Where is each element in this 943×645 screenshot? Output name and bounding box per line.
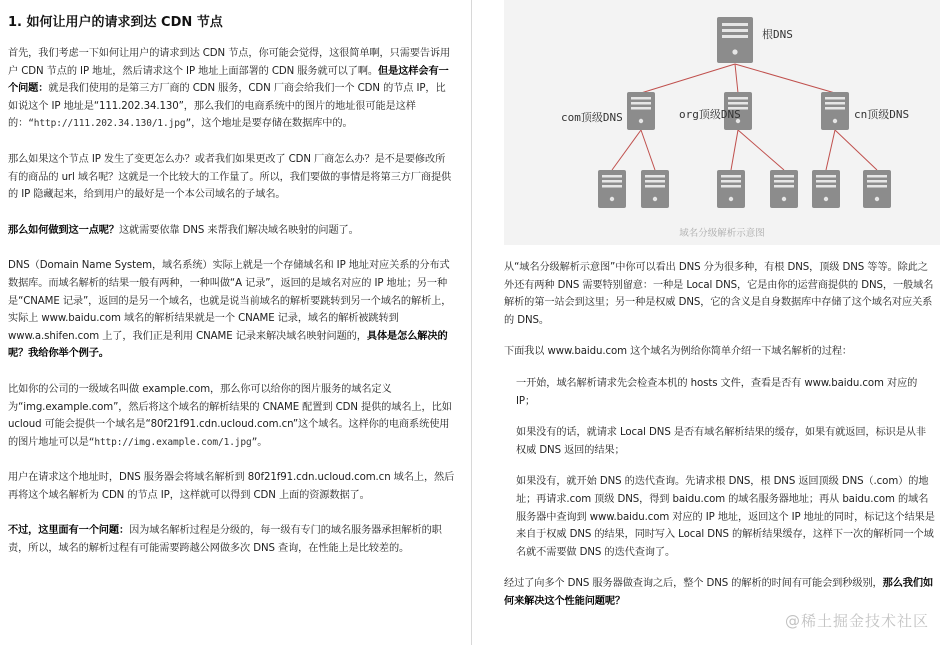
leaf-server-icon (770, 170, 798, 208)
leaf-server-icon (863, 170, 891, 208)
cn-dns-server-icon (821, 92, 849, 130)
paragraph-4: DNS（Domain Name System，域名系统）实际上就是一个存储域名和 IP 地址对应关系的分布式数据库。而域名解析的结果一般有两种，一种叫做“A 记录”，返回的是域名对应的 IP 地址；另一种是“CNAME 记录”，返回的是另一个域名，也就是说当前域名的解析要跳转到另一个域名的解析上，实际上 www.baidu.com 域名的解析结果就是一个 CNAME 记录，域名的解析被跳转到 www.a.shifen.com 上了，我们正是利用 CNAME 记录来解决域名映射问题的，具体是怎么解决的呢？我给你举个例子。 (8, 260, 452, 360)
right-paragraph-1: 从“域名分级解析示意图”中你可以看出 DNS 分为很多种，有根 DNS，顶级 DNS 等等。除此之外还有两种 DNS 需要特别留意：一种是 Local DNS，它是由你的运营商提供的 DNS，一般域名解析的第一站会到这里；另一种是权威 DNS，它的含义是自身数据库中存储了这个域名对应关系的 DNS。 (504, 262, 934, 326)
section-heading: 1. 如何让用户的请求到达 CDN 节点 (8, 15, 223, 30)
root-dns-server-icon (717, 17, 753, 63)
step-1: 一开始，域名解析请求先会检查本机的 hosts 文件，查看是否有 www.baidu.com 对应的 IP； (516, 377, 918, 407)
leaf-server-icon (717, 170, 745, 208)
cn-dns-label: cn顶级DNS (854, 108, 910, 121)
paragraph-3: 那么如何做到这一点呢？这就需要依靠 DNS 来帮我们解决域名映射的问题了。 (8, 224, 359, 236)
paragraph-5: 比如你的公司的一级域名叫做 example.com，那么你可以给你的图片服务的域名定义为“img.example.com”，然后将这个域名的解析结果的 CNAME 配置到 CDN 提供的域名上，比如 ucloud 可能会提供一个域名是“80f21f91.cdn.ucloud.com.cn”这个域名。这样你的电商系统使用的图片地址可以是“http://img.example.com/1.jpg”。 (8, 383, 452, 448)
leaf-server-icon (598, 170, 626, 208)
watermark: @稀土掘金技术社区 (784, 612, 929, 630)
step-3: 如果没有，就开始 DNS 的迭代查询。先请求根 DNS，根 DNS 返回顶级 DNS（.com）的地址；再请求.com 顶级 DNS，得到 baidu.com 的域名服务器地址；再从 baidu.com 的域名服务器中查询到 www.baidu.com 对应的 IP 地址，返回这个 IP 地址的同时，标记这个结果是来自于权威 DNS 的结果，同时写入 Local DNS 的解析结果缓存，这样下一次的解析同一个域名就不需要做 DNS 的迭代查询了。 (516, 476, 935, 558)
org-dns-label: org顶级DNS (679, 108, 741, 121)
com-dns-label: com顶级DNS (561, 111, 623, 124)
column-divider (471, 0, 472, 645)
paragraph-1: 首先，我们考虑一下如何让用户的请求到达 CDN 节点，你可能会觉得，这很简单啊，只需要告诉用户 CDN 节点的 IP 地址，然后请求这个 IP 地址上面部署的 CDN 服务就可以了啊。但是这样会有一个问题：就是我们使用的是第三方厂商的 CDN 服务，CDN 厂商会给我们一个 CDN 的节点 IP，比如说这个 IP 地址是“111.202.34.130”，那么我们的电商系统中的图片的地址很可能是这样的：“http://111.202.34.130/1.jpg”，这个地址是要存储在数据库中的。 (8, 48, 451, 130)
paragraph-6: 用户在请求这个地址时，DNS 服务器会将域名解析到 80f21f91.cdn.ucloud.com.cn 域名上，然后再将这个域名解析为 CDN 的节点 IP，这样就可以得到 CDN 上面的资源数据了。 (8, 472, 455, 501)
left-column (0, 0, 463, 645)
right-paragraph-2: 下面我以 www.baidu.com 这个域名为例给你简单介绍一下域名解析的过程： (504, 346, 853, 358)
leaf-server-icon (641, 170, 669, 208)
leaf-server-icon (812, 170, 840, 208)
paragraph-7: 不过，这里面有一个问题：因为域名解析过程是分级的，每一级有专门的域名服务器承担解析的职责，所以，域名的解析过程有可能需要跨越公网做多次 DNS 查询，在性能上是比较差的。 (8, 525, 442, 555)
right-paragraph-3: 经过了向多个 DNS 服务器做查询之后，整个 DNS 的解析的时间有可能会到秒级别，那么我们如何来解决这个性能问题呢？ (504, 578, 934, 607)
right-column (482, 0, 943, 645)
dns-hierarchy-figure (504, 0, 940, 245)
step-2: 如果没有的话，就请求 Local DNS 是否有域名解析结果的缓存，如果有就返回，标识是从非权威 DNS 返回的结果； (516, 427, 927, 456)
com-dns-server-icon (627, 92, 655, 130)
root-dns-label: 根DNS (762, 28, 793, 41)
figure-caption: 域名分级解析示意图 (679, 228, 765, 239)
dns-tree-diagram (504, 0, 940, 245)
paragraph-2: 那么如果这个节点 IP 发生了变更怎么办？或者我们如果更改了 CDN 厂商怎么办？是不是要修改所有的商品的 url 域名呢？这就是一个比较大的工作量了。所以，我们要做的事情是将第三方厂商提供的 IP 隐藏起来，给到用户的最好是一个本公司域名的子域名。 (8, 153, 452, 201)
